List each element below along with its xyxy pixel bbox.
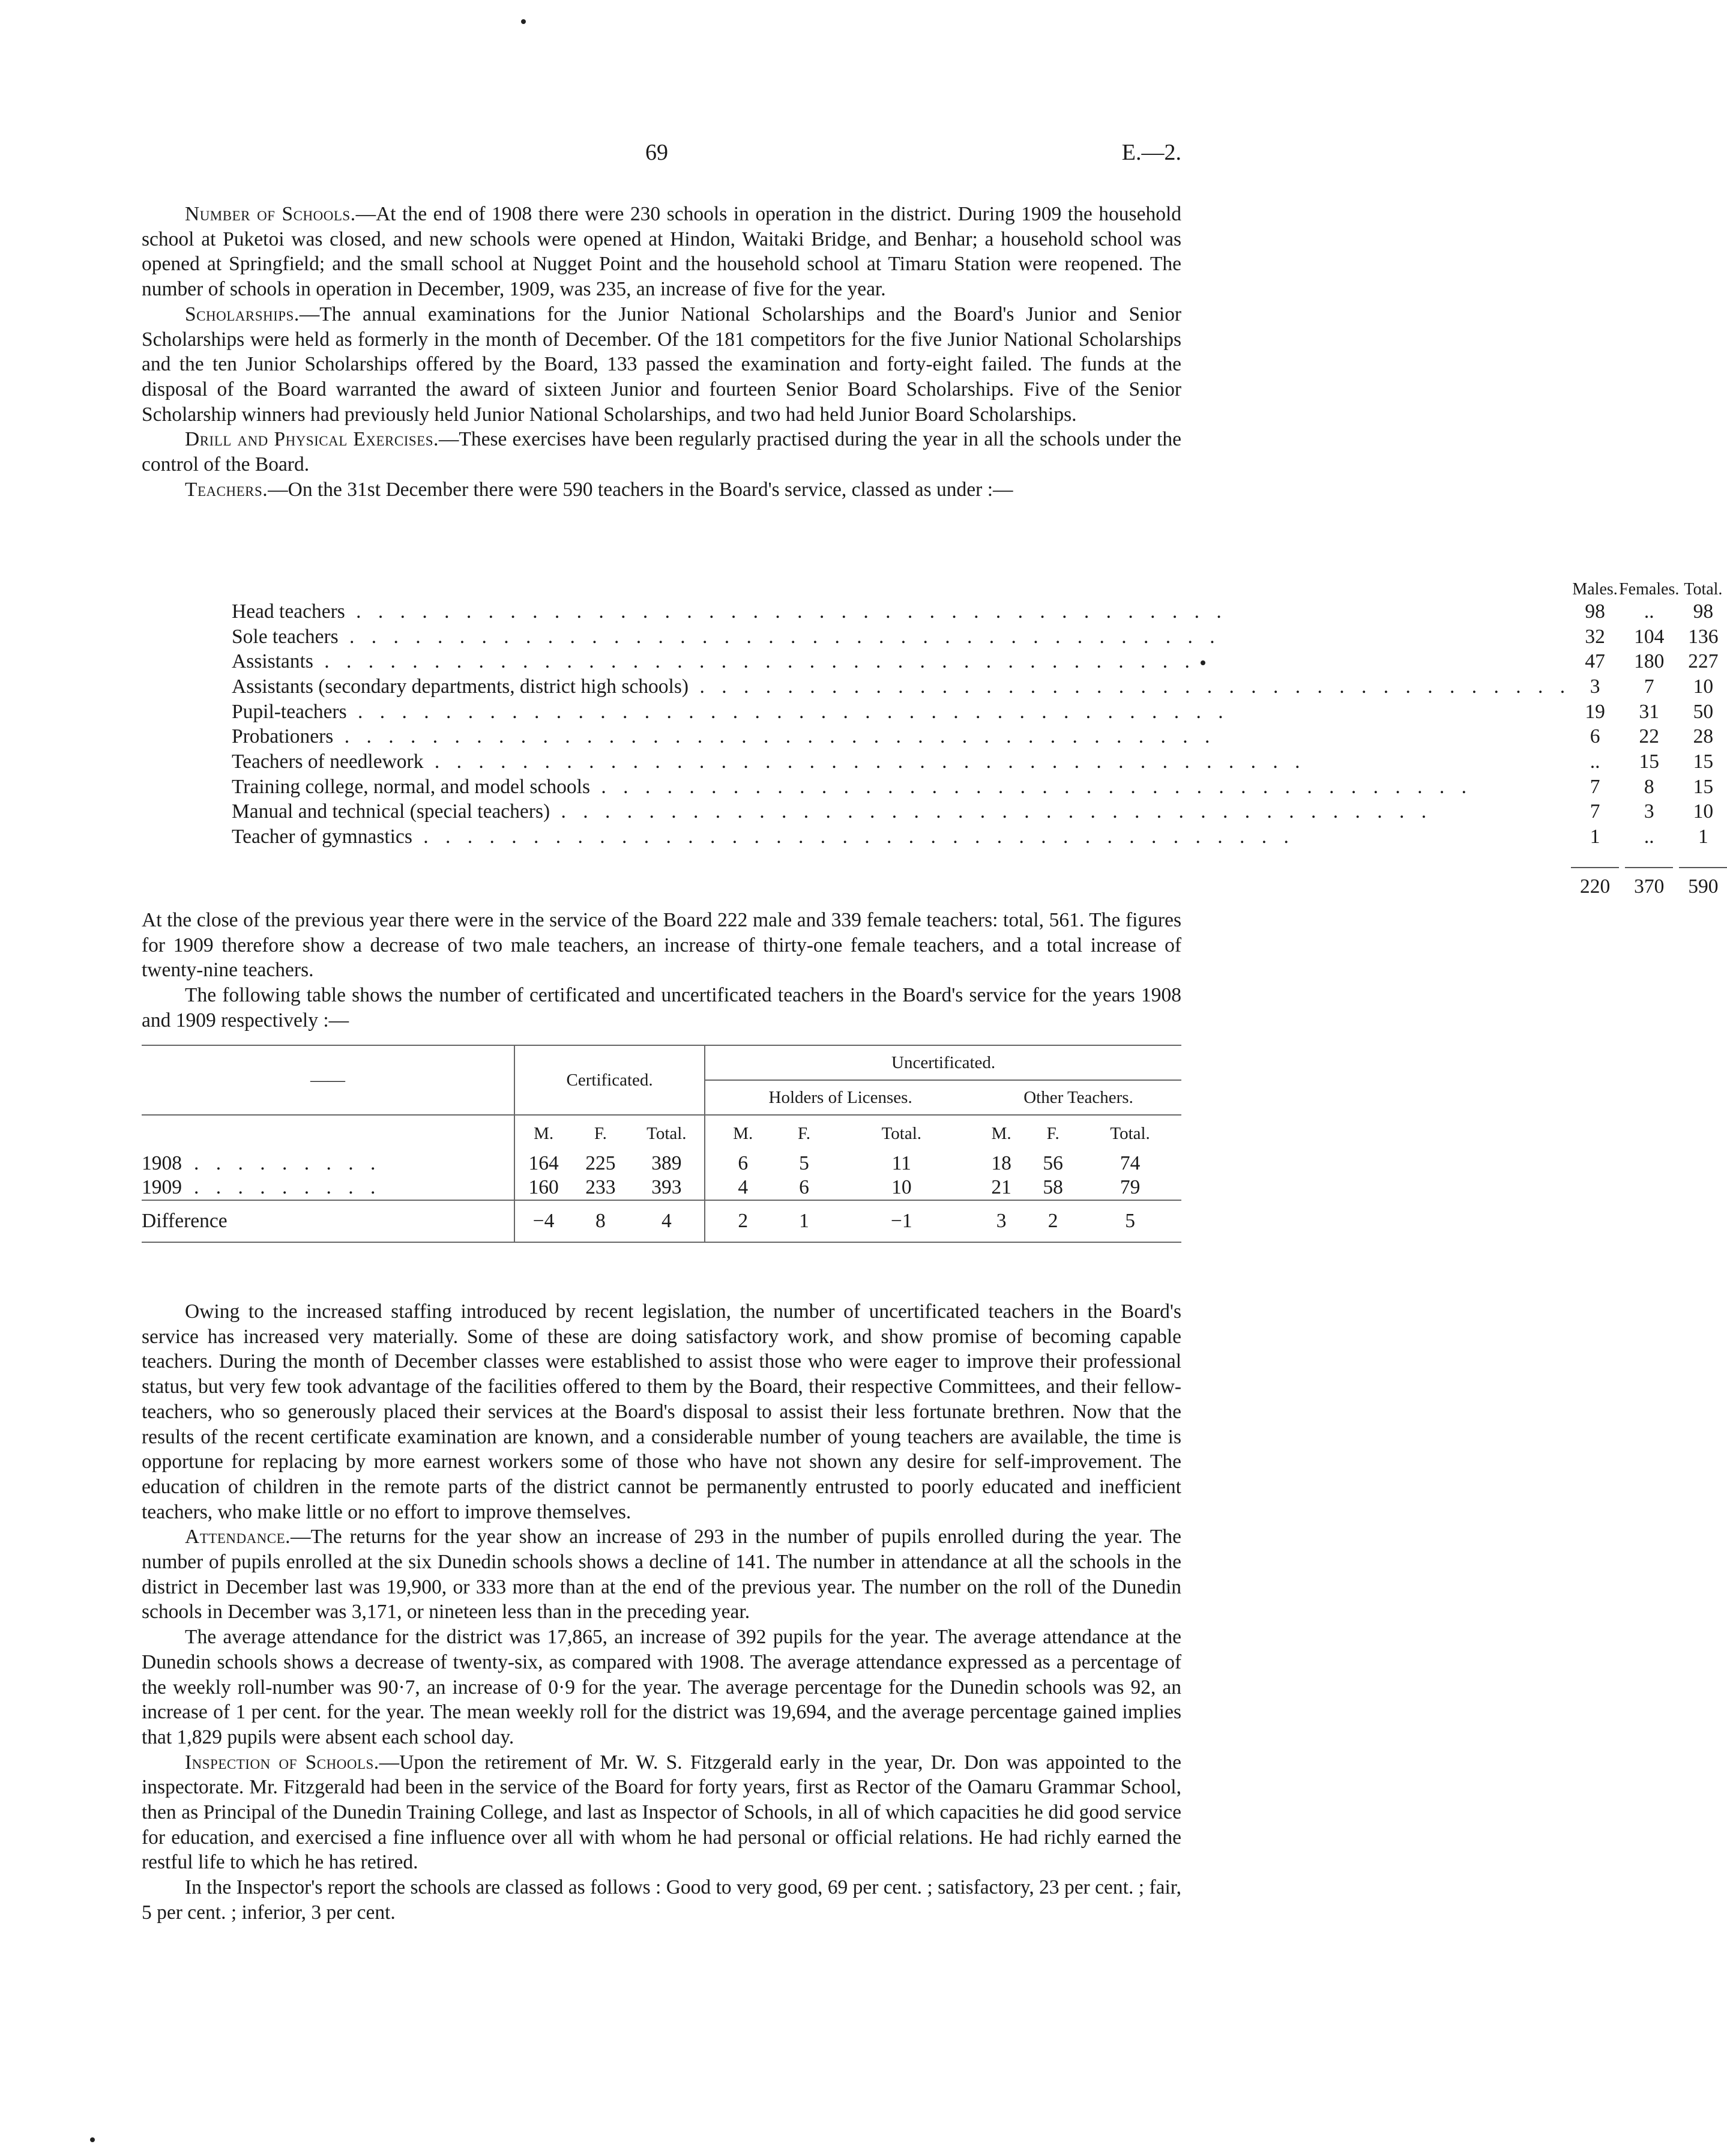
table-row bbox=[142, 649, 1727, 674]
paragraph-body: —The returns for the year show an increase of 293 in the number of pupils enrolled during the year. The number of pupils enrolled at the six Dunedin schools shows a decline of 141. The number in attendance at all the schools in the district in December last was 19,900, or 333 more than at the end of the previous year. The number on the roll of the Dunedin schools in December was 3,171, or nineteen less than in the preceding year. bbox=[142, 1526, 1181, 1623]
report-code: E.—2. bbox=[1121, 140, 1181, 165]
subcolumn-header: Total. bbox=[881, 1123, 922, 1143]
paragraph-body: Owing to the increased staffing introduced by recent legislation, the number of uncertificated teachers in the Board's service has increased very materially. Some of these are doing satisfactory work, and show promise of becoming capable teachers. During the month of December classes were established to assist those who were eager to improve their professional status, but very few took advantage of the facilities offered to them by the Board, their respective Committees, and their fellow-teachers, who so generously placed their services at the Board's disposal to assist their less fortunate brethren. Now that the results of the recent certificate examination are known, and a considerable number of young teachers are available, the time is opportune for replacing by more earnest workers some of those who have not shown any desire for self-improvement. The education of children in the remote parts of the district cannot be permanently entrusted to poorly educated and inefficient teachers, who make little or no effort to improve themselves. bbox=[142, 1300, 1181, 1523]
cell-value: 11 bbox=[891, 1152, 911, 1174]
page-number: 69 bbox=[645, 140, 668, 165]
total-value: 10 bbox=[1693, 800, 1714, 823]
section-bottom bbox=[142, 1299, 1181, 1925]
paragraph-uncertificated bbox=[142, 1299, 1181, 1524]
subcolumn-header: Total. bbox=[646, 1123, 687, 1143]
total-rule bbox=[142, 850, 1727, 875]
column-header: Total. bbox=[1684, 580, 1723, 599]
table-row bbox=[142, 1152, 1181, 1176]
paragraph-attendance bbox=[142, 1524, 1181, 1625]
cell-value: 74 bbox=[1120, 1152, 1141, 1174]
males-value: 7 bbox=[1590, 775, 1600, 798]
total-value: 227 bbox=[1688, 650, 1719, 673]
paragraph-teachers bbox=[142, 477, 1181, 503]
males-value: 3 bbox=[1590, 675, 1600, 698]
paragraph-body: —These exercises have been regularly practised during the year in all the schools under the control of the Board. bbox=[142, 428, 1181, 476]
paragraph-inspection bbox=[142, 1750, 1181, 1876]
total-value: 10 bbox=[1693, 675, 1714, 698]
difference-value: 2 bbox=[705, 1200, 780, 1242]
paragraph-body: —Upon the retirement of Mr. W. S. Fitzgerald early in the year, Dr. Don was appointed to the inspectorate. Mr. Fitzgerald had been in the service of the Board for forty years, first as Rector of the Oamaru Grammar School, then as Principal of the Dunedin Training College, and last as Inspector of Schools, in all of which capacities he did good service for education, and exercised a fine influence over all with whom he had personal or official relations. He had richly earned the restful life to which he has retired. bbox=[142, 1751, 1181, 1874]
females-value: .. bbox=[1644, 826, 1654, 848]
paragraph-number-of-schools bbox=[142, 202, 1181, 302]
cell-value: 56 bbox=[1043, 1152, 1063, 1174]
total-value: 1 bbox=[1698, 826, 1708, 848]
teachers-table bbox=[142, 580, 1723, 899]
total-value: 50 bbox=[1693, 700, 1714, 723]
paragraph-drill bbox=[142, 427, 1181, 477]
table-header-row bbox=[142, 580, 1727, 599]
cell-value: 393 bbox=[651, 1176, 682, 1198]
difference-value: 1 bbox=[799, 1210, 809, 1232]
total-value: 28 bbox=[1693, 725, 1714, 748]
row-label: 1909 . . . . . . . . . bbox=[142, 1176, 382, 1198]
subcolumn-header-row bbox=[142, 1115, 1181, 1152]
cell-value: 164 bbox=[514, 1152, 572, 1176]
total-value: 136 bbox=[1688, 625, 1719, 648]
paragraph-heading: Attendance. bbox=[185, 1526, 291, 1548]
column-header: Males. bbox=[1572, 580, 1618, 599]
males-value: 32 bbox=[1585, 625, 1605, 648]
difference-value: 8 bbox=[595, 1210, 606, 1232]
row-label: Assistants (secondary departments, district high schools) . . . . . . . . . . . . . . . . . . . . . . . . . . . . . . . . . . . . . . . . bbox=[232, 675, 1572, 698]
paragraph-heading: Teachers. bbox=[185, 478, 268, 501]
females-value: 104 bbox=[1634, 625, 1665, 648]
females-value: 3 bbox=[1644, 800, 1654, 823]
females-value: 22 bbox=[1639, 725, 1659, 748]
row-label: Assistants . . . . . . . . . . . . . . . . . . . . . . . . . . . . . . . . . . . . . . . . bbox=[232, 650, 1196, 673]
paragraph-heading: Drill and Physical Exercises. bbox=[185, 428, 439, 451]
difference-row bbox=[142, 1200, 1181, 1242]
certificated-header: Certificated. bbox=[514, 1045, 705, 1115]
table-row bbox=[142, 624, 1727, 650]
table-row bbox=[142, 1176, 1181, 1200]
cell-value: 233 bbox=[585, 1176, 616, 1198]
table-row bbox=[142, 824, 1727, 850]
row-label: Teacher of gymnastics . . . . . . . . . . . . . . . . . . . . . . . . . . . . . . . . . . . . . . . . bbox=[232, 826, 1295, 848]
females-value: 7 bbox=[1644, 675, 1654, 698]
row-label: Head teachers . . . . . . . . . . . . . . . . . . . . . . . . . . . . . . . . . . . . . . . . bbox=[232, 600, 1228, 623]
paragraph-previous-year: At the close of the previous year there were in the service of the Board 222 male and 339 female teachers: total, 561. The figures for 1909 therefore show a decrease of two male teachers, an increase of thirty-one female teachers, and a total increase of twenty-nine teachers. bbox=[142, 909, 1181, 982]
total-females: 370 bbox=[1634, 875, 1665, 898]
paragraph-average-attendance bbox=[142, 1625, 1181, 1750]
males-value: 6 bbox=[1590, 725, 1600, 748]
total-males: 220 bbox=[1579, 875, 1611, 898]
paragraph-scholarships bbox=[142, 302, 1181, 427]
cell-value: 18 bbox=[991, 1152, 1011, 1174]
males-value: 1 bbox=[1590, 826, 1600, 848]
table-row bbox=[142, 800, 1727, 825]
page-header bbox=[0, 139, 1304, 175]
paragraph-classification bbox=[142, 1875, 1181, 1925]
table-row bbox=[142, 775, 1727, 800]
females-value: .. bbox=[1644, 600, 1654, 623]
table-row bbox=[142, 699, 1727, 725]
males-value: 47 bbox=[1585, 650, 1605, 673]
cell-value: 4 bbox=[705, 1176, 780, 1200]
difference-value: −1 bbox=[890, 1210, 912, 1232]
males-value: 7 bbox=[1590, 800, 1600, 823]
section-top bbox=[142, 202, 1181, 502]
cell-value: 160 bbox=[514, 1176, 572, 1200]
subcolumn-header: M. bbox=[705, 1115, 780, 1152]
paragraph-body: —The annual examinations for the Junior National Scholarships and the Board's Junior and Senior Scholarships were held as formerly in the month of December. Of the 181 competitors for the five Junior National Scholarships and the ten Junior Scholarships offered by the Board, 133 passed the examination and forty-eight failed. The funds at the disposal of the Board warranted the award of sixteen Junior and fourteen Senior Board Scholarships. Five of the Senior Scholarship winners had previously held Junior National Scholarships, and two had held Junior Board Scholarships. bbox=[142, 303, 1181, 426]
holders-header: Holders of Licenses. bbox=[705, 1080, 975, 1115]
total-all: 590 bbox=[1688, 875, 1719, 898]
subcolumn-header: F. bbox=[797, 1123, 811, 1143]
cell-value: 58 bbox=[1043, 1176, 1063, 1198]
blank-header: —— bbox=[310, 1070, 345, 1090]
difference-value: 4 bbox=[661, 1210, 672, 1232]
females-value: 8 bbox=[1644, 775, 1654, 798]
table-row bbox=[142, 599, 1727, 624]
totals-row bbox=[142, 875, 1727, 900]
difference-value: 5 bbox=[1125, 1210, 1135, 1232]
row-label: Difference bbox=[142, 1210, 228, 1232]
paragraph-heading: Number of Schools. bbox=[185, 203, 356, 225]
subcolumn-header: M. bbox=[991, 1123, 1011, 1143]
row-label: Training college, normal, and model schools . . . . . . . . . . . . . . . . . . . . . . . . . . . . . . . . . . . . . . . . bbox=[232, 775, 1473, 798]
other-header: Other Teachers. bbox=[975, 1080, 1181, 1115]
cell-value: 225 bbox=[585, 1152, 616, 1174]
table-row bbox=[142, 749, 1727, 775]
total-value: 15 bbox=[1693, 750, 1714, 773]
section-mid bbox=[142, 908, 1181, 1033]
difference-value: 3 bbox=[996, 1210, 1007, 1232]
row-label: Probationers . . . . . . . . . . . . . . . . . . . . . . . . . . . . . . . . . . . . . . . . bbox=[232, 725, 1216, 748]
row-label: Teachers of needlework . . . . . . . . . . . . . . . . . . . . . . . . . . . . . . . . . . . . . . . . bbox=[232, 750, 1306, 773]
row-label: 1908 . . . . . . . . . bbox=[142, 1152, 382, 1174]
total-value: 15 bbox=[1693, 775, 1714, 798]
row-label: Sole teachers . . . . . . . . . . . . . . . . . . . . . . . . . . . . . . . . . . . . . . . . bbox=[232, 625, 1221, 648]
cell-value: 6 bbox=[705, 1152, 780, 1176]
males-value: .. bbox=[1590, 750, 1600, 773]
paragraph-body: In the Inspector's report the schools are classed as follows : Good to very good, 69 per cent. ; satisfactory, 23 per cent. ; fair, 5 per cent. ; inferior, 3 per cent. bbox=[142, 1876, 1181, 1924]
difference-value: −4 bbox=[514, 1200, 572, 1242]
females-value: 15 bbox=[1639, 750, 1659, 773]
subcolumn-header: Total. bbox=[1110, 1123, 1150, 1143]
subcolumn-header: F. bbox=[1046, 1123, 1059, 1143]
paragraph-body: —At the end of 1908 there were 230 schools in operation in the district. During 1909 the household school at Puketoi was closed, and new schools were opened at Hindon, Waitaki Bridge, and Benhar; a household school was opened at Springfield; and the small school at Nugget Point and the household school at Timaru Station were reopened. The number of schools in operation in December, 1909, was 235, an increase of five for the year. bbox=[142, 203, 1182, 301]
column-header: Females. bbox=[1619, 580, 1680, 599]
paragraph-body: —On the 31st December there were 590 teachers in the Board's service, classed as under :— bbox=[268, 478, 1013, 501]
subcolumn-header: M. bbox=[514, 1115, 572, 1152]
table-row bbox=[142, 674, 1727, 699]
cell-value: 389 bbox=[651, 1152, 682, 1174]
print-speck bbox=[521, 19, 526, 24]
total-value: 98 bbox=[1693, 600, 1714, 623]
cell-value: 79 bbox=[1120, 1176, 1141, 1198]
males-value: 98 bbox=[1585, 600, 1605, 623]
uncertificated-header: Uncertificated. bbox=[705, 1045, 1181, 1080]
difference-value: 2 bbox=[1047, 1210, 1058, 1232]
cell-value: 6 bbox=[799, 1176, 809, 1198]
females-value: 31 bbox=[1639, 700, 1659, 723]
subcolumn-header: F. bbox=[594, 1123, 607, 1143]
females-value: 180 bbox=[1634, 650, 1665, 673]
paragraph-following-table: The following table shows the number of certificated and uncertificated teachers in the Board's service for the years 1908 and 1909 respectively :— bbox=[142, 984, 1181, 1031]
row-label: Pupil-teachers . . . . . . . . . . . . . . . . . . . . . . . . . . . . . . . . . . . . . . . . bbox=[232, 700, 1229, 723]
print-speck bbox=[90, 2137, 95, 2142]
cell-value: 5 bbox=[799, 1152, 809, 1174]
paragraph-heading: Inspection of Schools. bbox=[185, 1751, 379, 1774]
paragraph-heading: Scholarships. bbox=[185, 303, 300, 325]
cell-value: 21 bbox=[991, 1176, 1011, 1198]
males-value: 19 bbox=[1585, 700, 1605, 723]
cell-value: 10 bbox=[891, 1176, 912, 1198]
certificated-table bbox=[142, 1045, 1181, 1243]
table-row bbox=[142, 724, 1727, 749]
paragraph-body: The average attendance for the district was 17,865, an increase of 392 pupils for the year. The average attendance at the Dunedin schools shows a decrease of twenty-six, as compared with 1908. The average attendance expressed as a percentage of the weekly roll-number was 90·7, an increase of 0·9 for the year. The average percentage for the Dunedin schools was 92, an increase of 1 per cent. for the year. The mean weekly roll for the district was 19,694, and the average percentage gained implies that 1,829 pupils were absent each school day. bbox=[142, 1626, 1181, 1748]
row-label: Manual and technical (special teachers) . . . . . . . . . . . . . . . . . . . . . . . . . . . . . . . . . . . . . . . . bbox=[232, 800, 1433, 823]
